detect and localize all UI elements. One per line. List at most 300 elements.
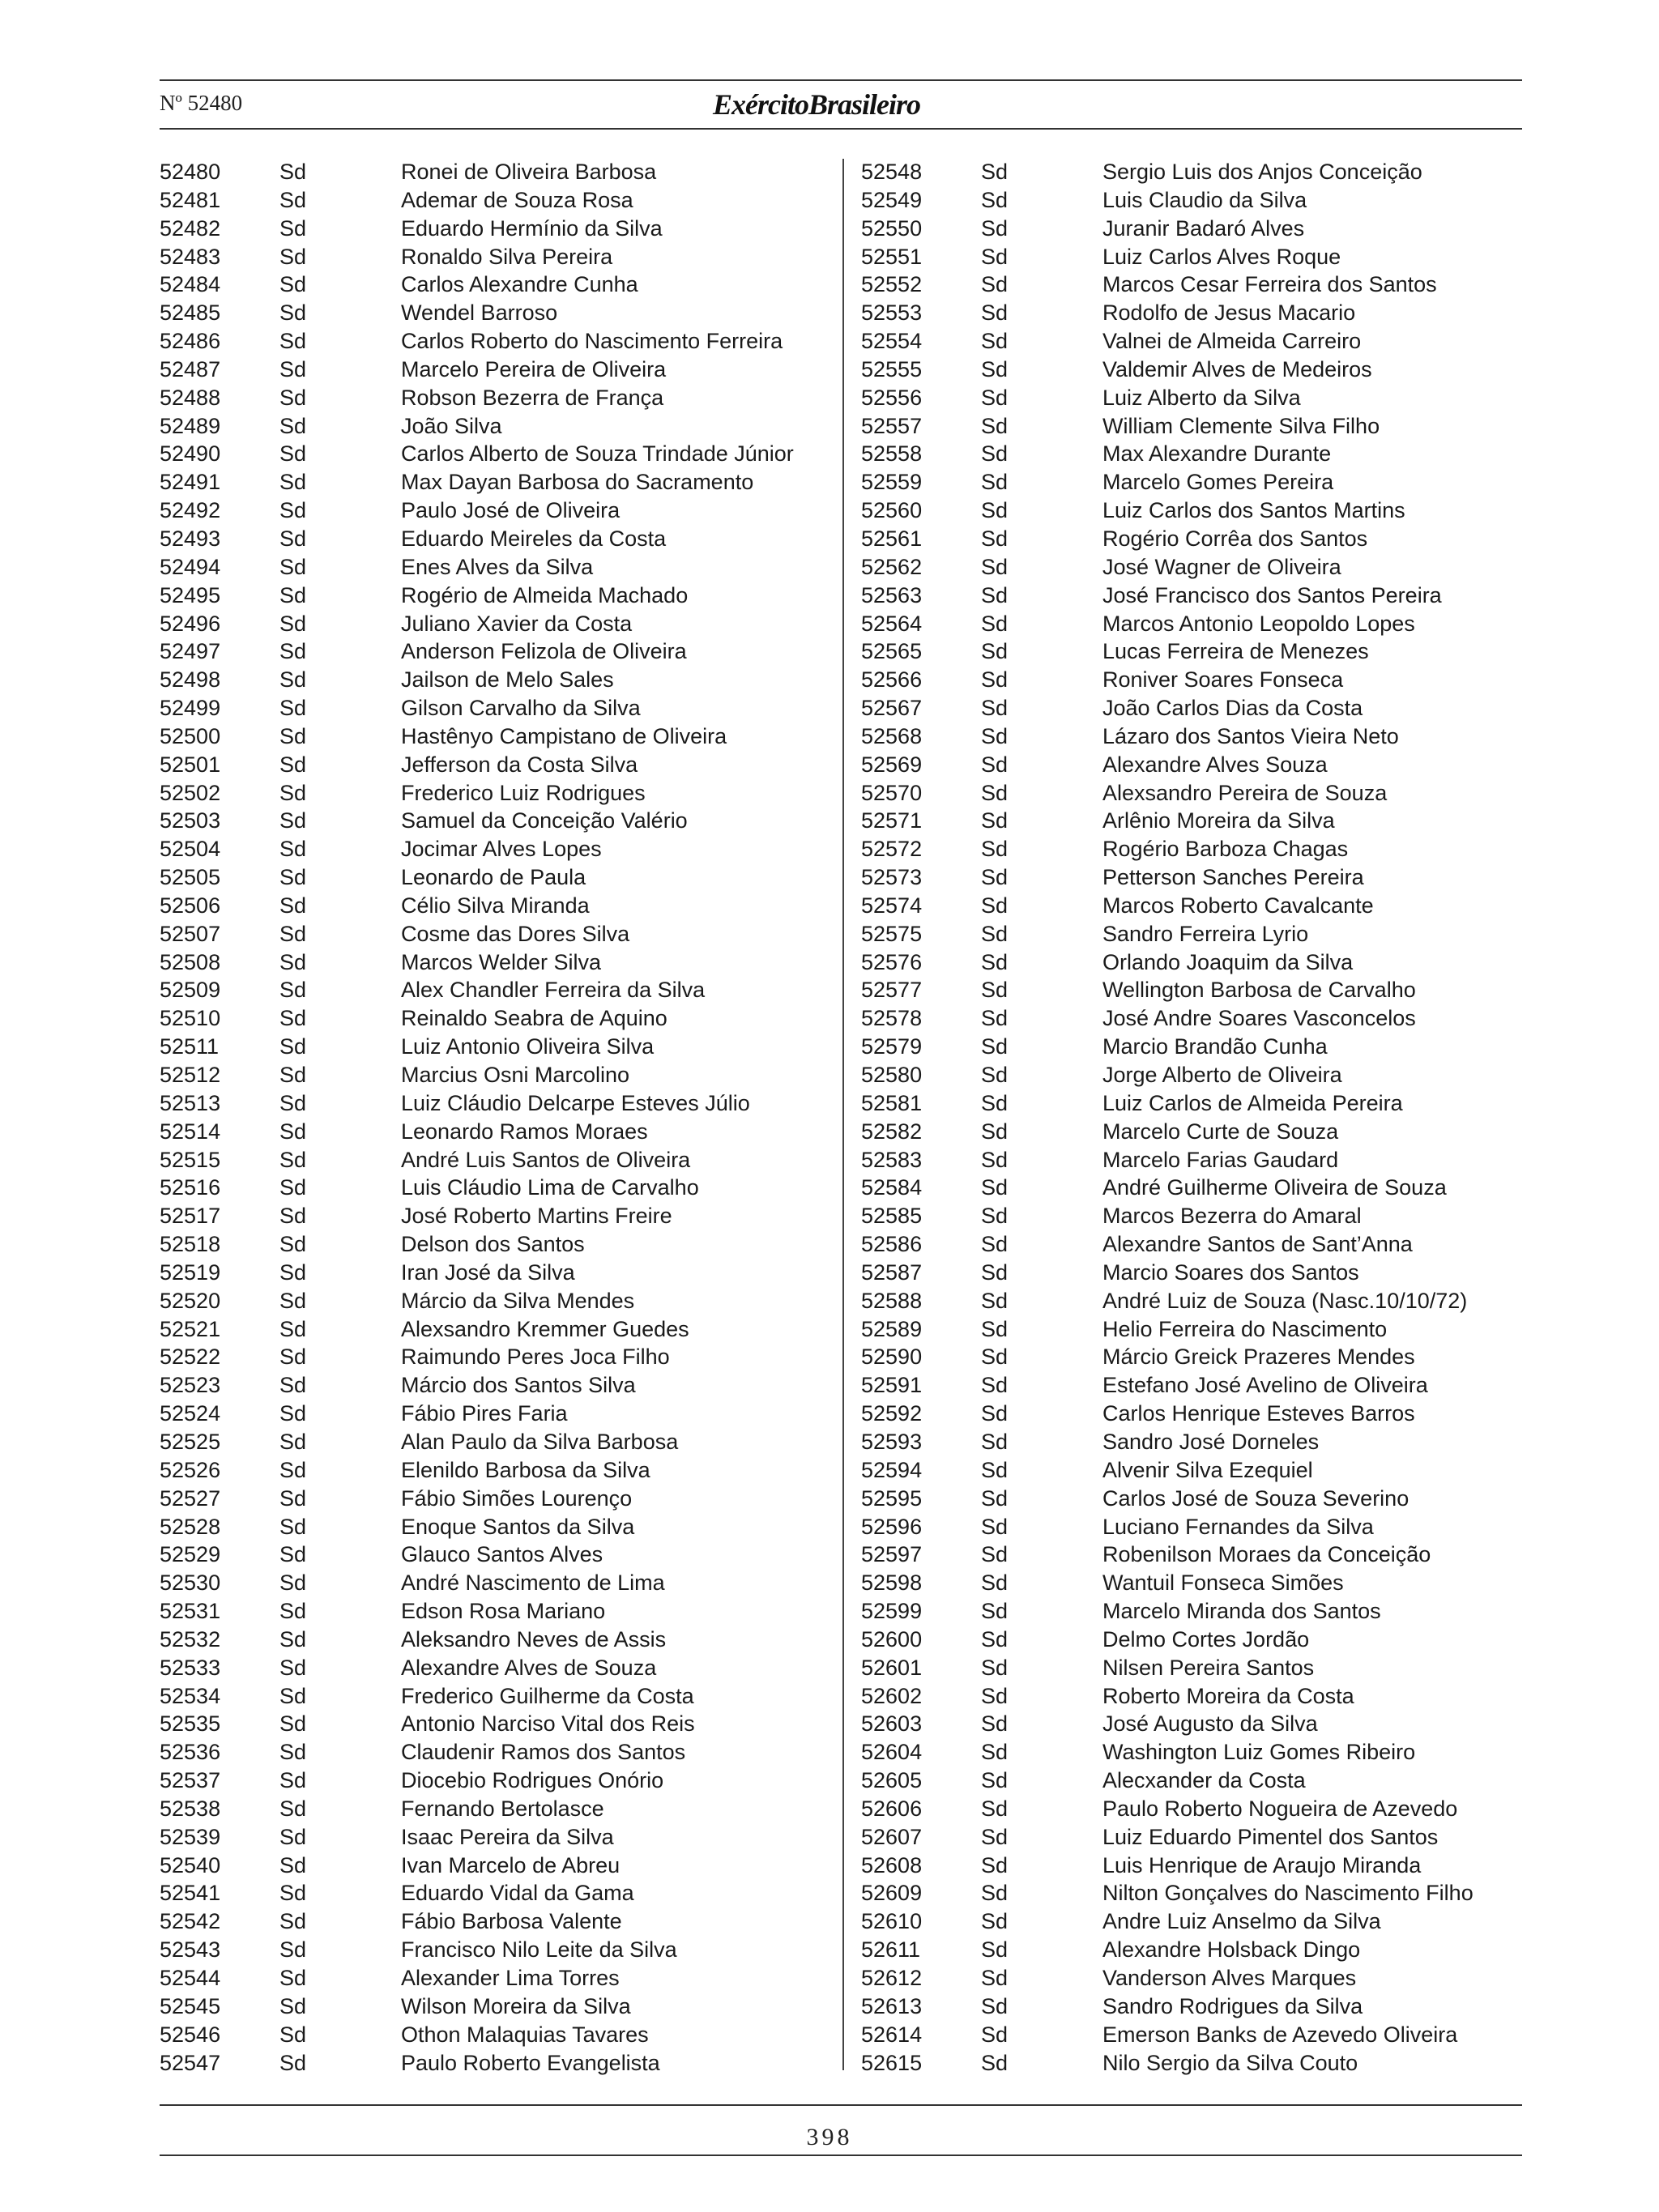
entry-number: 52559 xyxy=(861,470,923,495)
entry-name: Alecxander da Costa xyxy=(1102,1768,1306,1793)
entry-number: 52540 xyxy=(160,1852,221,1877)
entry-number: 52509 xyxy=(160,978,221,1003)
entry-name: Andre Luiz Anselmo da Silva xyxy=(1102,1909,1381,1934)
entry-rank: Sd xyxy=(981,526,1009,551)
entry-number: 52604 xyxy=(861,1740,923,1765)
list-item xyxy=(861,1795,1525,1823)
entry-rank: Sd xyxy=(279,1288,307,1313)
entry-rank: Sd xyxy=(981,385,1009,410)
list-item xyxy=(160,1371,824,1400)
entry-rank: Sd xyxy=(981,1090,1009,1115)
entry-name: Ademar de Souza Rosa xyxy=(401,187,633,212)
entry-name: Cosme das Dores Silva xyxy=(401,921,630,946)
entry-number: 52536 xyxy=(160,1740,221,1765)
entry-rank: Sd xyxy=(279,921,307,946)
list-item xyxy=(160,1852,824,1880)
entry-name: Nilton Gonçalves do Nascimento Filho xyxy=(1102,1881,1473,1906)
entry-name: Aleksandro Neves de Assis xyxy=(401,1626,667,1652)
entry-number: 52583 xyxy=(861,1147,923,1172)
entry-number: 52557 xyxy=(861,413,923,438)
list-item xyxy=(160,948,824,977)
left-column-list xyxy=(160,158,824,2077)
list-item xyxy=(861,1259,1525,1287)
entry-rank: Sd xyxy=(981,1768,1009,1793)
list-item xyxy=(160,186,824,215)
entry-number: 52550 xyxy=(861,215,923,241)
entry-number: 52570 xyxy=(861,780,923,805)
entry-rank: Sd xyxy=(279,696,307,721)
entry-name: Alexsandro Pereira de Souza xyxy=(1102,780,1388,805)
list-item xyxy=(160,863,824,892)
list-item xyxy=(160,1089,824,1118)
entry-number: 52485 xyxy=(160,300,221,326)
list-item xyxy=(861,948,1525,977)
entry-number: 52505 xyxy=(160,865,221,890)
entry-rank: Sd xyxy=(981,921,1009,946)
entry-name: Lázaro dos Santos Vieira Neto xyxy=(1102,723,1399,748)
entry-rank: Sd xyxy=(981,1937,1009,1963)
list-item xyxy=(160,1174,824,1202)
entry-name: Marcelo Miranda dos Santos xyxy=(1102,1599,1381,1624)
entry-rank: Sd xyxy=(981,1204,1009,1229)
entry-number: 52534 xyxy=(160,1683,221,1708)
entry-number: 52606 xyxy=(861,1796,923,1821)
entry-name: Márcio dos Santos Silva xyxy=(401,1373,636,1398)
list-item xyxy=(160,582,824,610)
list-item xyxy=(160,1879,824,1907)
entry-name: Enoque Santos da Silva xyxy=(401,1514,635,1539)
entry-name: Nilo Sergio da Silva Couto xyxy=(1102,2050,1358,2075)
entry-name: Eduardo Hermínio da Silva xyxy=(401,215,663,241)
entry-rank: Sd xyxy=(981,1457,1009,1482)
entry-rank: Sd xyxy=(279,1768,307,1793)
entry-name: Washington Luiz Gomes Ribeiro xyxy=(1102,1740,1416,1765)
entry-rank: Sd xyxy=(279,1034,307,1059)
entry-rank: Sd xyxy=(279,1966,307,1990)
entry-name: Fernando Bertolasce xyxy=(401,1796,604,1821)
list-item xyxy=(160,920,824,948)
list-item xyxy=(160,637,824,666)
entry-rank: Sd xyxy=(981,470,1009,495)
entry-rank: Sd xyxy=(981,1909,1009,1934)
entry-rank: Sd xyxy=(279,1599,307,1624)
list-item xyxy=(861,468,1525,497)
entry-number: 52555 xyxy=(861,356,923,381)
entry-name: Enes Alves da Silva xyxy=(401,554,594,579)
entry-number: 52525 xyxy=(160,1429,221,1454)
entry-number: 52605 xyxy=(861,1768,923,1793)
entry-name: André Guilherme Oliveira de Souza xyxy=(1102,1175,1447,1200)
entry-number: 52514 xyxy=(160,1119,221,1144)
entry-number: 52518 xyxy=(160,1232,221,1257)
entry-number: 52561 xyxy=(861,526,923,551)
entry-rank: Sd xyxy=(279,215,307,241)
entry-rank: Sd xyxy=(279,1571,307,1596)
list-item xyxy=(861,1315,1525,1344)
entry-name: Estefano José Avelino de Oliveira xyxy=(1102,1373,1428,1398)
entry-number: 52523 xyxy=(160,1373,221,1398)
entry-name: Valnei de Almeida Carreiro xyxy=(1102,329,1362,354)
entry-name: Alexandre Alves Souza xyxy=(1102,752,1328,777)
entry-name: Marcos Roberto Cavalcante xyxy=(1102,893,1374,918)
entry-name: José Roberto Martins Freire xyxy=(401,1204,672,1229)
entry-number: 52515 xyxy=(160,1147,221,1172)
entry-name: Luiz Carlos de Almeida Pereira xyxy=(1102,1090,1403,1115)
entry-rank: Sd xyxy=(279,1373,307,1398)
entry-name: Petterson Sanches Pereira xyxy=(1102,865,1364,890)
entry-name: André Nascimento de Lima xyxy=(401,1571,665,1596)
list-item xyxy=(861,1428,1525,1456)
entry-rank: Sd xyxy=(981,1993,1009,2018)
entry-rank: Sd xyxy=(981,1401,1009,1426)
entry-number: 52554 xyxy=(861,329,923,354)
list-item xyxy=(861,1738,1525,1767)
page-number: 398 xyxy=(806,2124,853,2150)
entry-name: Marcelo Farias Gaudard xyxy=(1102,1147,1339,1172)
list-item xyxy=(160,1259,824,1287)
entry-rank: Sd xyxy=(981,413,1009,438)
entry-name: Luiz Alberto da Silva xyxy=(1102,385,1301,410)
entry-number: 52494 xyxy=(160,554,221,579)
entry-name: Antonio Narciso Vital dos Reis xyxy=(401,1711,695,1737)
entry-rank: Sd xyxy=(981,1966,1009,1990)
entry-name: Luiz Eduardo Pimentel dos Santos xyxy=(1102,1824,1439,1849)
entry-number: 52516 xyxy=(160,1175,221,1200)
list-item xyxy=(861,1118,1525,1146)
entry-name: Rogério Barboza Chagas xyxy=(1102,837,1349,862)
entry-rank: Sd xyxy=(279,1006,307,1031)
list-item xyxy=(160,1315,824,1344)
entry-name: Ronei de Oliveira Barbosa xyxy=(401,160,657,184)
entry-number: 52569 xyxy=(861,752,923,777)
entry-rank: Sd xyxy=(981,215,1009,241)
entry-name: Claudenir Ramos dos Santos xyxy=(401,1740,686,1765)
entry-rank: Sd xyxy=(981,1034,1009,1059)
list-item xyxy=(160,2049,824,2078)
entry-name: Lucas Ferreira de Menezes xyxy=(1102,639,1369,664)
entry-number: 52537 xyxy=(160,1768,221,1793)
entry-rank: Sd xyxy=(981,300,1009,326)
entry-rank: Sd xyxy=(279,978,307,1003)
entry-name: Francisco Nilo Leite da Silva xyxy=(401,1937,677,1963)
list-item xyxy=(861,243,1525,271)
entry-rank: Sd xyxy=(981,696,1009,721)
list-item xyxy=(861,2021,1525,2049)
entry-name: Nilsen Pereira Santos xyxy=(1102,1655,1315,1680)
entry-rank: Sd xyxy=(279,1175,307,1200)
entry-number: 52608 xyxy=(861,1852,923,1877)
entry-name: Marcelo Curte de Souza xyxy=(1102,1119,1339,1144)
list-item xyxy=(160,1400,824,1428)
entry-name: Alan Paulo da Silva Barbosa xyxy=(401,1429,679,1454)
list-item xyxy=(160,892,824,920)
entry-name: Eduardo Vidal da Gama xyxy=(401,1881,634,1906)
list-item xyxy=(160,1456,824,1485)
entry-name: João Carlos Dias da Costa xyxy=(1102,696,1363,721)
list-item xyxy=(861,186,1525,215)
entry-name: Jorge Alberto de Oliveira xyxy=(1102,1063,1342,1087)
list-item xyxy=(160,1343,824,1371)
list-item xyxy=(160,327,824,356)
entry-name: Robenilson Moraes da Conceição xyxy=(1102,1542,1431,1567)
list-item xyxy=(861,1513,1525,1541)
entry-number: 52597 xyxy=(861,1542,923,1567)
list-item xyxy=(861,1146,1525,1174)
list-item xyxy=(861,807,1525,835)
entry-number: 52489 xyxy=(160,413,221,438)
entry-rank: Sd xyxy=(279,667,307,693)
entry-rank: Sd xyxy=(981,723,1009,748)
list-item xyxy=(160,1513,824,1541)
entry-number: 52544 xyxy=(160,1966,221,1990)
list-item xyxy=(160,356,824,384)
entry-rank: Sd xyxy=(981,441,1009,467)
list-item xyxy=(861,779,1525,808)
entry-name: Luis Claudio da Silva xyxy=(1102,187,1307,212)
entry-name: Jefferson da Costa Silva xyxy=(401,752,638,777)
entry-rank: Sd xyxy=(981,1599,1009,1624)
entry-name: Luis Cláudio Lima de Carvalho xyxy=(401,1175,699,1200)
list-item xyxy=(160,497,824,525)
entry-rank: Sd xyxy=(981,329,1009,354)
list-item xyxy=(160,666,824,694)
entry-rank: Sd xyxy=(279,611,307,636)
entry-number: 52615 xyxy=(861,2050,923,2075)
entry-name: Rogério de Almeida Machado xyxy=(401,582,689,607)
entry-name: Márcio Greick Prazeres Mendes xyxy=(1102,1345,1415,1370)
entry-number: 52531 xyxy=(160,1599,221,1624)
entry-number: 52582 xyxy=(861,1119,923,1144)
list-item xyxy=(861,1202,1525,1230)
entry-name: Rodolfo de Jesus Macario xyxy=(1102,300,1356,326)
entry-number: 52592 xyxy=(861,1401,923,1426)
entry-number: 52493 xyxy=(160,526,221,551)
list-item xyxy=(160,976,824,1004)
list-item xyxy=(861,1230,1525,1259)
list-item xyxy=(160,1993,824,2021)
list-item xyxy=(160,1823,824,1852)
entry-number: 52517 xyxy=(160,1204,221,1229)
entry-rank: Sd xyxy=(981,808,1009,833)
entry-number: 52545 xyxy=(160,1993,221,2018)
entry-rank: Sd xyxy=(981,1373,1009,1398)
entry-number: 52497 xyxy=(160,639,221,664)
entry-number: 52512 xyxy=(160,1063,221,1087)
entry-number: 52549 xyxy=(861,187,923,212)
entry-rank: Sd xyxy=(981,498,1009,523)
list-item xyxy=(861,1400,1525,1428)
entry-name: Jailson de Melo Sales xyxy=(401,667,614,693)
list-item xyxy=(861,1626,1525,1654)
list-item xyxy=(861,1597,1525,1626)
entry-number: 52543 xyxy=(160,1937,221,1963)
entry-name: Helio Ferreira do Nascimento xyxy=(1102,1316,1388,1341)
entry-rank: Sd xyxy=(981,554,1009,579)
entry-rank: Sd xyxy=(981,1006,1009,1031)
entry-name: Frederico Guilherme da Costa xyxy=(401,1683,694,1708)
entry-number: 52603 xyxy=(861,1711,923,1737)
entry-rank: Sd xyxy=(981,611,1009,636)
list-item xyxy=(861,1004,1525,1033)
entry-name: Jocimar Alves Lopes xyxy=(401,837,602,862)
list-item xyxy=(160,158,824,186)
list-item xyxy=(160,722,824,751)
entry-name: André Luis Santos de Oliveira xyxy=(401,1147,691,1172)
entry-name: Fábio Pires Faria xyxy=(401,1401,568,1426)
entry-number: 52495 xyxy=(160,582,221,607)
entry-rank: Sd xyxy=(981,582,1009,607)
entry-number: 52574 xyxy=(861,893,923,918)
entry-rank: Sd xyxy=(279,1909,307,1934)
entry-name: Luciano Fernandes da Silva xyxy=(1102,1514,1374,1539)
entry-number: 52488 xyxy=(160,385,221,410)
entry-number: 52496 xyxy=(160,611,221,636)
entry-name: Max Dayan Barbosa do Sacramento xyxy=(401,470,754,495)
entry-name: Ronaldo Silva Pereira xyxy=(401,244,613,269)
list-item xyxy=(861,525,1525,553)
entry-number: 52612 xyxy=(861,1966,923,1990)
list-item xyxy=(861,1936,1525,1964)
entry-name: Sergio Luis dos Anjos Conceição xyxy=(1102,160,1422,184)
entry-rank: Sd xyxy=(981,1542,1009,1567)
entry-rank: Sd xyxy=(279,582,307,607)
entry-number: 52573 xyxy=(861,865,923,890)
entry-rank: Sd xyxy=(279,1711,307,1737)
header-top-rule xyxy=(160,79,1522,81)
entry-rank: Sd xyxy=(279,160,307,184)
entry-number: 52484 xyxy=(160,272,221,297)
entry-rank: Sd xyxy=(279,1063,307,1087)
list-item xyxy=(861,1033,1525,1061)
entry-rank: Sd xyxy=(981,1683,1009,1708)
entry-number: 52613 xyxy=(861,1993,923,2018)
entry-rank: Sd xyxy=(279,808,307,833)
entry-rank: Sd xyxy=(279,244,307,269)
entry-name: Delson dos Santos xyxy=(401,1232,585,1257)
entry-rank: Sd xyxy=(279,329,307,354)
entry-name: Marcelo Pereira de Oliveira xyxy=(401,356,667,381)
list-item xyxy=(160,1626,824,1654)
entry-number: 52563 xyxy=(861,582,923,607)
entry-number: 52595 xyxy=(861,1485,923,1511)
entry-rank: Sd xyxy=(981,244,1009,269)
list-item xyxy=(861,2049,1525,2078)
entry-number: 52483 xyxy=(160,244,221,269)
entry-name: Fábio Simões Lourenço xyxy=(401,1485,633,1511)
entry-name: Sandro José Dorneles xyxy=(1102,1429,1320,1454)
entry-rank: Sd xyxy=(279,300,307,326)
entry-rank: Sd xyxy=(981,1175,1009,1200)
entry-number: 52522 xyxy=(160,1345,221,1370)
entry-name: Luiz Carlos Alves Roque xyxy=(1102,244,1341,269)
list-item xyxy=(160,299,824,327)
entry-number: 52590 xyxy=(861,1345,923,1370)
entry-rank: Sd xyxy=(279,893,307,918)
entry-name: Márcio da Silva Mendes xyxy=(401,1288,635,1313)
entry-name: Alexandre Santos de Sant’Anna xyxy=(1102,1232,1413,1257)
entry-number: 52541 xyxy=(160,1881,221,1906)
entry-number: 52566 xyxy=(861,667,923,693)
entry-number: 52599 xyxy=(861,1599,923,1624)
entry-number: 52533 xyxy=(160,1655,221,1680)
entry-name: José Augusto da Silva xyxy=(1102,1711,1318,1737)
entry-rank: Sd xyxy=(279,837,307,862)
list-item xyxy=(160,835,824,863)
entry-name: William Clemente Silva Filho xyxy=(1102,413,1380,438)
entry-name: Samuel da Conceição Valério xyxy=(401,808,688,833)
list-item xyxy=(861,1089,1525,1118)
entry-rank: Sd xyxy=(981,1852,1009,1877)
entry-number: 52500 xyxy=(160,723,221,748)
entry-number: 52581 xyxy=(861,1090,923,1115)
entry-name: Isaac Pereira da Silva xyxy=(401,1824,614,1849)
entry-rank: Sd xyxy=(981,1796,1009,1821)
entry-number: 52492 xyxy=(160,498,221,523)
entry-number: 52551 xyxy=(861,244,923,269)
entry-rank: Sd xyxy=(279,752,307,777)
entry-rank: Sd xyxy=(981,1345,1009,1370)
entry-rank: Sd xyxy=(981,1429,1009,1454)
entry-rank: Sd xyxy=(279,498,307,523)
entry-name: Carlos Henrique Esteves Barros xyxy=(1102,1401,1415,1426)
list-item xyxy=(160,553,824,582)
entry-number: 52491 xyxy=(160,470,221,495)
entry-name: Carlos José de Souza Severino xyxy=(1102,1485,1410,1511)
entry-number: 52580 xyxy=(861,1063,923,1087)
list-item xyxy=(861,1907,1525,1936)
entry-number: 52507 xyxy=(160,921,221,946)
entry-rank: Sd xyxy=(981,1147,1009,1172)
entry-name: Roniver Soares Fonseca xyxy=(1102,667,1344,693)
entry-rank: Sd xyxy=(981,865,1009,890)
list-item xyxy=(160,1061,824,1089)
entry-number: 52575 xyxy=(861,921,923,946)
entry-name: Eduardo Meireles da Costa xyxy=(401,526,667,551)
entry-rank: Sd xyxy=(279,1147,307,1172)
list-item xyxy=(160,525,824,553)
list-item xyxy=(861,1710,1525,1738)
header-bottom-rule xyxy=(160,128,1522,130)
entry-name: Gilson Carvalho da Silva xyxy=(401,696,641,721)
entry-number: 52593 xyxy=(861,1429,923,1454)
entry-number: 52547 xyxy=(160,2050,221,2075)
entry-number: 52519 xyxy=(160,1259,221,1285)
entry-name: Wellington Barbosa de Carvalho xyxy=(1102,978,1416,1003)
entry-number: 52502 xyxy=(160,780,221,805)
entry-name: Raimundo Peres Joca Filho xyxy=(401,1345,670,1370)
list-item xyxy=(160,1710,824,1738)
entry-number: 52602 xyxy=(861,1683,923,1708)
entry-name: Paulo José de Oliveira xyxy=(401,498,621,523)
entry-number: 52546 xyxy=(160,2022,221,2047)
entry-number: 52577 xyxy=(861,978,923,1003)
entry-rank: Sd xyxy=(981,949,1009,974)
list-item xyxy=(160,751,824,779)
entry-name: Alexandre Alves de Souza xyxy=(401,1655,657,1680)
entry-number: 52609 xyxy=(861,1881,923,1906)
list-item xyxy=(861,327,1525,356)
entry-rank: Sd xyxy=(279,723,307,748)
entry-number: 52535 xyxy=(160,1711,221,1737)
entry-name: Sandro Ferreira Lyrio xyxy=(1102,921,1309,946)
list-item xyxy=(861,1569,1525,1597)
entry-name: José Wagner de Oliveira xyxy=(1102,554,1341,579)
entry-name: Juliano Xavier da Costa xyxy=(401,611,633,636)
entry-rank: Sd xyxy=(981,1288,1009,1313)
entry-rank: Sd xyxy=(279,272,307,297)
entry-name: Célio Silva Miranda xyxy=(401,893,590,918)
entry-name: Arlênio Moreira da Silva xyxy=(1102,808,1335,833)
